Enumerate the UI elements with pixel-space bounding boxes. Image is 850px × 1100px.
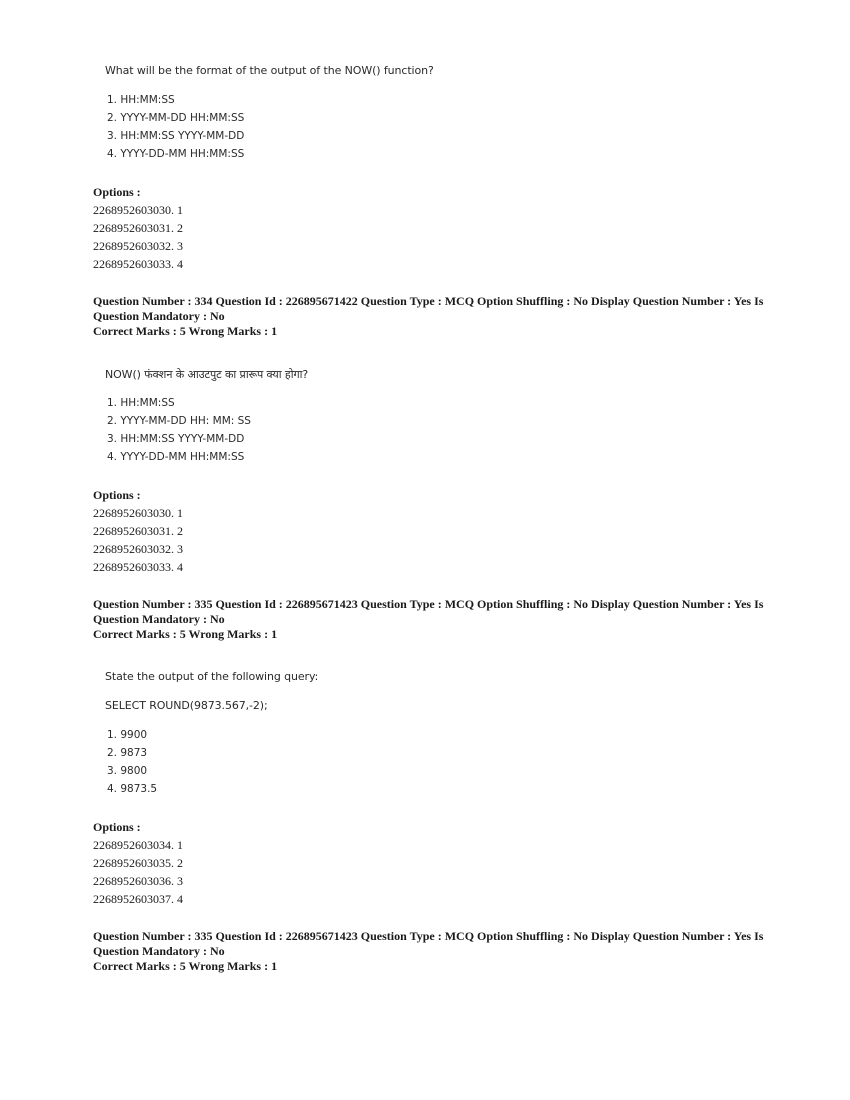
option-id: 2268952603036. 3: [93, 874, 183, 888]
option-id: 2268952603033. 4: [93, 560, 183, 574]
marks-line: Correct Marks : 5 Wrong Marks : 1: [93, 324, 278, 338]
marks-line: Correct Marks : 5 Wrong Marks : 1: [93, 627, 278, 641]
question-text: State the output of the following query:: [105, 670, 319, 683]
answer-choice: 3. HH:MM:SS YYYY-MM-DD: [107, 130, 245, 142]
question-meta-line: Question Number : 335 Question Id : 226895671423 Question Type : MCQ Option Shuffling : No Display Question Number : Yes Is: [93, 929, 764, 943]
answer-choice: 2. YYYY-MM-DD HH:MM:SS: [107, 112, 245, 124]
option-id: 2268952603032. 3: [93, 239, 183, 253]
option-id: 2268952603033. 4: [93, 257, 183, 271]
question-mandatory: Question Mandatory : No: [93, 944, 225, 958]
answer-choice: 3. 9800: [107, 765, 148, 777]
marks-line: Correct Marks : 5 Wrong Marks : 1: [93, 959, 278, 973]
question-mandatory: Question Mandatory : No: [93, 309, 225, 323]
answer-choice: 4. 9873.5: [107, 783, 158, 795]
answer-choice: 1. HH:MM:SS: [107, 397, 175, 409]
option-id: 2268952603037. 4: [93, 892, 183, 906]
query-text: SELECT ROUND(9873.567,-2);: [105, 699, 268, 712]
question-meta: [93, 597, 765, 642]
option-id: 2268952603030. 1: [93, 203, 183, 217]
answer-choice: 1. HH:MM:SS: [107, 94, 175, 106]
question-text: What will be the format of the output of the NOW() function?: [105, 64, 434, 77]
option-id: 2268952603031. 2: [93, 221, 183, 235]
option-id: 2268952603030. 1: [93, 506, 183, 520]
options-heading: Options :: [93, 820, 141, 834]
option-id: 2268952603034. 1: [93, 838, 183, 852]
question-meta: [93, 929, 765, 974]
option-id: 2268952603031. 2: [93, 524, 183, 538]
answer-choice: 2. YYYY-MM-DD HH: MM: SS: [107, 415, 251, 427]
option-id: 2268952603032. 3: [93, 542, 183, 556]
answer-choice: 2. 9873: [107, 747, 148, 759]
options-heading: Options :: [93, 185, 141, 199]
answer-choice: 4. YYYY-DD-MM HH:MM:SS: [107, 148, 245, 160]
question-meta: [93, 294, 765, 339]
question-mandatory: Question Mandatory : No: [93, 612, 225, 626]
answer-choice: 1. 9900: [107, 729, 148, 741]
option-id: 2268952603035. 2: [93, 856, 183, 870]
answer-choice: 3. HH:MM:SS YYYY-MM-DD: [107, 433, 245, 445]
question-text: NOW() फंक्शन के आउटपुट का प्रारूप क्या होगा?: [105, 368, 309, 381]
answer-choice: 4. YYYY-DD-MM HH:MM:SS: [107, 451, 245, 463]
question-meta-line: Question Number : 334 Question Id : 226895671422 Question Type : MCQ Option Shuffling : No Display Question Number : Yes Is: [93, 294, 764, 308]
options-heading: Options :: [93, 488, 141, 502]
question-meta-line: Question Number : 335 Question Id : 226895671423 Question Type : MCQ Option Shuffling : No Display Question Number : Yes Is: [93, 597, 764, 611]
